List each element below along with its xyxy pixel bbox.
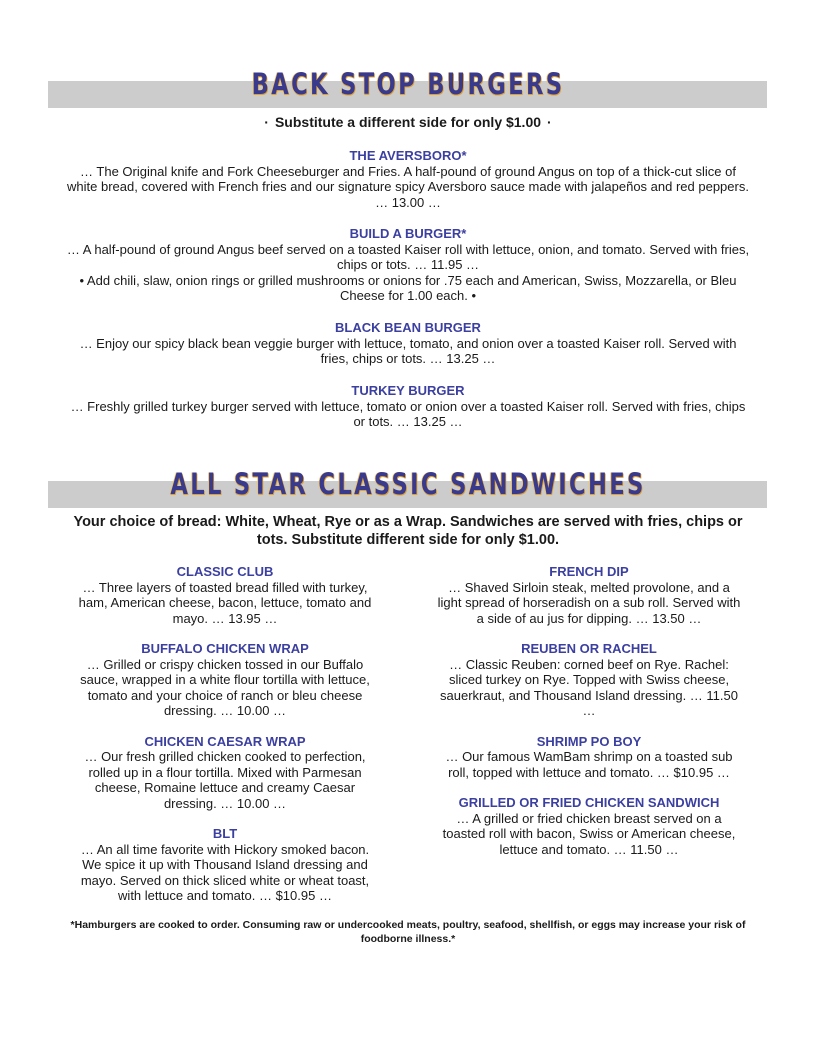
menu-item-classic-club bbox=[72, 564, 378, 626]
menu-item-blt bbox=[72, 826, 378, 904]
section-title-burgers: BACK STOP BURGERS bbox=[251, 67, 565, 101]
item-description: … Freshly grilled turkey burger served with lettuce, tomato or onion over a toasted Kaiser roll. Served with fries, chips or tots. … 13.25 … bbox=[70, 398, 746, 430]
item-description: … Our fresh grilled chicken cooked to perfection, rolled up in a flour tortilla. Mixed with Parmesan cheese, Romaine lettuce and creamy Caesar dressing. … 10.00 … bbox=[84, 749, 366, 811]
item-description: … The Original knife and Fork Cheeseburger and Fries. A half-pound of ground Angus on top of a thick-cut slice of white bread, covered with French fries and our signature spicy Aversboro sauce made with jalapeños and red peppers. … 13.00 … bbox=[67, 163, 749, 210]
section-title-sandwiches: ALL STAR CLASSIC SANDWICHES bbox=[170, 467, 646, 501]
item-addons: • Add chili, slaw, onion rings or grilled mushrooms or onions for .75 each and American, Swiss, Mozzarella, or Bleu Cheese for 1.00 each. • bbox=[79, 272, 737, 304]
item-name: BUFFALO CHICKEN WRAP bbox=[141, 641, 309, 656]
note-dot-right: · bbox=[547, 114, 552, 130]
item-name: FRENCH DIP bbox=[549, 564, 629, 579]
item-name: SHRIMP PO BOY bbox=[536, 733, 642, 749]
item-name: BLT bbox=[212, 826, 238, 841]
menu-item-build-a-burger bbox=[64, 226, 752, 304]
item-description: … Classic Reuben: corned beef on Rye. Rachel: sliced turkey on Rye. Topped with Swiss cheese, sauerkraut, and Thousand Island dressing. … 11.50 … bbox=[440, 656, 738, 718]
menu-item-black-bean-burger bbox=[64, 320, 752, 367]
menu-item-aversboro bbox=[64, 148, 752, 210]
item-name: TURKEY BURGER bbox=[351, 383, 465, 398]
item-description: … A grilled or fried chicken breast served on a toasted roll with bacon, Swiss or American cheese, lettuce and tomato. … 11.50 … bbox=[442, 810, 736, 857]
item-name: THE AVERSBORO* bbox=[349, 148, 467, 163]
sandwich-column-left bbox=[72, 564, 378, 919]
item-name: CLASSIC CLUB bbox=[176, 564, 274, 579]
food-safety-footnote: *Hamburgers are cooked to order. Consuming raw or undercooked meats, poultry, seafood, shellfish, or eggs may increase your risk of foodborne illness.* bbox=[70, 919, 746, 945]
menu-item-turkey-burger bbox=[64, 383, 752, 430]
item-description: … Enjoy our spicy black bean veggie burger with lettuce, tomato, and onion over a toasted Kaiser roll. Served with fries, chips or tots. … 13.25 … bbox=[79, 335, 737, 367]
menu-item-reuben-or-rachel bbox=[436, 641, 742, 719]
item-name: REUBEN OR RACHEL bbox=[521, 641, 657, 656]
menu-item-buffalo-chicken-wrap bbox=[72, 641, 378, 719]
menu-item-shrimp-po-boy bbox=[436, 734, 742, 781]
item-description: … Grilled or crispy chicken tossed in our Buffalo sauce, wrapped in a white flour tortilla with lettuce, tomato and your choice of ranch or bleu cheese dressing. … 10.00 … bbox=[80, 656, 370, 718]
item-name: CHICKEN CAESAR WRAP bbox=[144, 733, 306, 749]
side-substitute-note bbox=[64, 114, 752, 131]
menu-item-chicken-caesar-wrap bbox=[72, 734, 378, 812]
item-description: … Our famous WamBam shrimp on a toasted sub roll, topped with lettuce and tomato. … $10.95 … bbox=[445, 749, 733, 780]
note-dot-left: · bbox=[264, 114, 269, 130]
item-name: BUILD A BURGER* bbox=[349, 226, 467, 241]
sandwiches-intro: Your choice of bread: White, Wheat, Rye or as a Wrap. Sandwiches are served with fries, chips or tots. Substitute different side for only $1.00. bbox=[73, 514, 743, 548]
item-description: … An all time favorite with Hickory smoked bacon. We spice it up with Thousand Island dressing and mayo. Served on thick sliced white or wheat toast, with lettuce and tomato. … $10.95 … bbox=[80, 841, 370, 903]
item-description: … A half-pound of ground Angus beef served on a toasted Kaiser roll with lettuce, onion, and tomato. Served with fries, chips or tots. … 11.95 … bbox=[66, 241, 750, 273]
item-description: … Three layers of toasted bread filled with turkey, ham, American cheese, bacon, lettuce, tomato and mayo. … 13.95 … bbox=[78, 579, 372, 626]
item-name: GRILLED OR FRIED CHICKEN SANDWICH bbox=[458, 795, 720, 810]
note-text: Substitute a different side for only $1.00 bbox=[274, 114, 542, 130]
item-name: BLACK BEAN BURGER bbox=[335, 320, 481, 335]
sandwich-column-right bbox=[436, 564, 742, 872]
menu-item-grilled-or-fried-chicken-sandwich bbox=[436, 795, 742, 857]
menu-item-french-dip bbox=[436, 564, 742, 626]
item-description: … Shaved Sirloin steak, melted provolone, and a light spread of horseradish on a sub roll. Served with a side of au jus for dipping. … 13.50 … bbox=[437, 579, 741, 626]
